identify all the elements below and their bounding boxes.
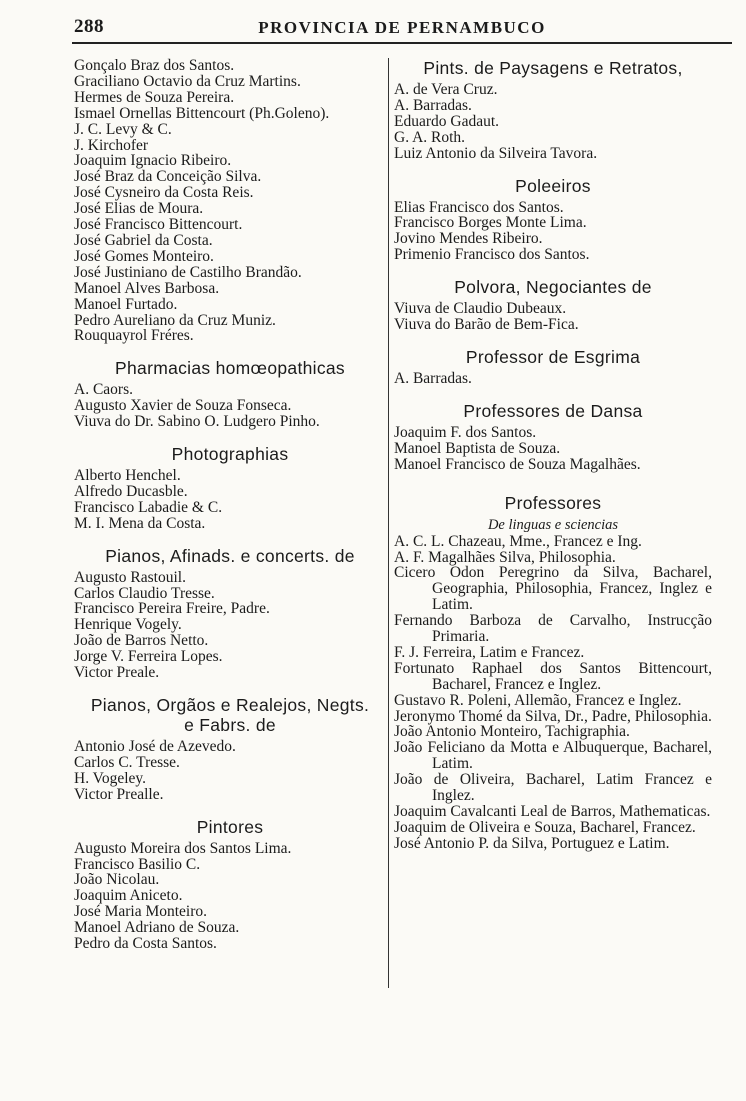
- list-item: Francisco Borges Monte Lima.: [394, 214, 587, 232]
- section-title-continued: e Fabrs. de: [184, 715, 276, 735]
- list-item: Gustavo R. Poleni, Allemão, Francez e Inglez.: [394, 691, 682, 709]
- section-pints-paysagens: [394, 58, 712, 162]
- header-rule: [72, 42, 732, 44]
- list-item: Eduardo Gadaut.: [394, 112, 500, 130]
- list-item: Antonio José de Azevedo.: [74, 738, 236, 755]
- list-item: Carlos C. Tresse.: [74, 753, 180, 771]
- list-item: Manoel Baptista de Souza.: [394, 439, 561, 457]
- list-item: José Cysneiro da Costa Reis.: [74, 184, 254, 202]
- section-professores: [394, 493, 712, 852]
- list-item: Joaquim Aniceto.: [74, 887, 183, 905]
- page-number: 288: [74, 16, 104, 37]
- column-divider: [388, 58, 389, 988]
- list-item: José Gabriel da Costa.: [74, 231, 213, 249]
- right-column: [394, 58, 712, 852]
- running-title: PROVINCIA DE PERNAMBUCO: [258, 18, 546, 37]
- section-subtitle: De linguas e sciencias: [487, 516, 619, 533]
- section-title: Professores de Dansa: [463, 400, 643, 421]
- list-item: Pedro Aureliano da Cruz Muniz.: [74, 311, 276, 329]
- section-title: Pharmacias homœopathicas: [115, 358, 345, 379]
- list-item: Jovino Mendes Ribeiro.: [394, 230, 543, 248]
- list-item: João de Barros Netto.: [74, 632, 209, 650]
- section-title: Poleeiros: [515, 175, 591, 196]
- section-pianos-afinadores: [74, 546, 386, 681]
- list-item: Jorge V. Ferreira Lopes.: [74, 648, 223, 666]
- list-item: A. Barradas.: [394, 369, 472, 387]
- left-column: [74, 58, 386, 952]
- list-item: Augusto Rastouil.: [74, 568, 186, 586]
- list-item: Francisco Labadie & C.: [74, 498, 223, 516]
- list-item: Manoel Furtado.: [74, 295, 178, 313]
- list-item: Jeronymo Thomé da Silva, Dr., Padre, Philosophia.: [394, 707, 712, 725]
- section-dansa: [394, 401, 712, 473]
- section-pharmacias: [74, 358, 386, 430]
- list-item: G. A. Roth.: [394, 128, 466, 146]
- list-item: J. Kirchofer: [74, 136, 149, 154]
- section-title: Pints. de Paysagens e Retratos,: [423, 58, 683, 78]
- list-item: Elias Francisco dos Santos.: [394, 198, 564, 216]
- section-esgrima: [394, 347, 712, 387]
- section-poleeiros: [394, 176, 712, 264]
- list-item: Victor Prealle.: [74, 785, 164, 803]
- list-item: José Antonio P. da Silva, Portuguez e Latim.: [394, 834, 670, 852]
- list-item: A. de Vera Cruz.: [394, 81, 498, 98]
- section-title: Professor de Esgrima: [465, 346, 641, 367]
- list-item: Manoel Francisco de Souza Magalhães.: [394, 455, 641, 473]
- list-item: Cicero Odon Peregrino da Silva, Bacharel, Geographia, Philosophia, Francez, Inglez e Latim.: [394, 564, 712, 614]
- list-item: Manoel Alves Barbosa.: [74, 279, 220, 297]
- list-item: A. F. Magalhães Silva, Philosophia.: [394, 548, 616, 566]
- list-item: Viuva de Claudio Dubeaux.: [394, 300, 567, 318]
- list-item: Joaquim Cavalcanti Leal de Barros, Mathematicas.: [394, 803, 711, 820]
- list-item: Viuva do Barão de Bem-Fica.: [394, 316, 579, 334]
- list-item: Rouquayrol Fréres.: [74, 327, 194, 345]
- list-item: Ismael Ornellas Bittencourt (Ph.Goleno).: [74, 104, 330, 122]
- list-item: Alfredo Ducasble.: [74, 482, 188, 500]
- list-item: A. Caors.: [74, 381, 133, 399]
- list-item: F. J. Ferreira, Latim e Francez.: [394, 643, 585, 661]
- section-title: Professores: [504, 492, 602, 513]
- section-title: Pianos, Afinads. e concerts. de: [105, 545, 355, 566]
- list-item: Graciliano Octavio da Cruz Martins.: [74, 72, 301, 90]
- list-item: Henrique Vogely.: [74, 616, 182, 634]
- list-item: Joaquim F. dos Santos.: [394, 423, 537, 441]
- section-photographos: [74, 444, 386, 532]
- list-item: J. C. Levy & C.: [74, 120, 172, 138]
- list-item: Gonçalo Braz dos Santos.: [74, 57, 235, 74]
- list-item: Luiz Antonio da Silveira Tavora.: [394, 144, 598, 162]
- section-title: Pianos, Orgãos e Realejos, Negts.: [90, 695, 370, 715]
- list-item: João Feliciano da Motta e Albuquerque, Bacharel, Latim.: [394, 739, 712, 773]
- list-item: Alberto Henchel.: [74, 467, 181, 485]
- list-item: José Elias de Moura.: [74, 200, 204, 218]
- list-item: Francisco Basilio C.: [74, 855, 201, 873]
- list-item: Augusto Moreira dos Santos Lima.: [74, 839, 292, 857]
- list-item: Viuva do Dr. Sabino O. Ludgero Pinho.: [74, 413, 320, 431]
- list-item: Hermes de Souza Pereira.: [74, 88, 235, 106]
- list-item: A. C. L. Chazeau, Mme., Francez e Ing.: [394, 532, 642, 550]
- list-item: Augusto Xavier de Souza Fonseca.: [74, 397, 292, 415]
- list-item: Pedro da Costa Santos.: [74, 935, 217, 953]
- list-item: Joaquim Ignacio Ribeiro.: [74, 152, 232, 170]
- list-item: José Justiniano de Castilho Brandão.: [74, 263, 302, 281]
- list-item: Fernando Barboza de Carvalho, Instrucção Primaria.: [394, 612, 712, 646]
- list-item: Primenio Francisco dos Santos.: [394, 246, 590, 264]
- list-item: José Gomes Monteiro.: [74, 247, 214, 265]
- section-polvora: [394, 277, 712, 333]
- list-item: João de Oliveira, Bacharel, Latim Francez e Inglez.: [394, 771, 712, 805]
- list-item: Manoel Adriano de Souza.: [74, 919, 240, 937]
- list-item: Fortunato Raphael dos Santos Bittencourt, Bacharel, Francez e Inglez.: [394, 659, 712, 693]
- section-title: Photographias: [171, 444, 289, 465]
- list-item: Francisco Pereira Freire, Padre.: [74, 600, 270, 618]
- section-pianos-orgaos: [74, 695, 386, 803]
- list-item: A. Barradas.: [394, 96, 472, 114]
- list-item: José Braz da Conceição Silva.: [74, 168, 262, 186]
- list-item: José Francisco Bittencourt.: [74, 216, 243, 234]
- list-item: M. I. Mena da Costa.: [74, 514, 206, 532]
- section-pintores: [74, 817, 386, 952]
- list-item: José Maria Monteiro.: [74, 903, 208, 921]
- list-item: Victor Preale.: [74, 664, 160, 682]
- top-list: [74, 58, 386, 344]
- list-item: João Nicolau.: [74, 871, 160, 889]
- section-title: Polvora, Negociantes de: [454, 277, 652, 298]
- list-item: João Antonio Monteiro, Tachigraphia.: [394, 723, 630, 741]
- list-item: H. Vogeley.: [74, 769, 147, 787]
- list-item: Joaquim de Oliveira e Souza, Bacharel, Francez.: [394, 818, 696, 836]
- list-item: Carlos Claudio Tresse.: [74, 584, 215, 602]
- section-title: Pintores: [196, 816, 264, 837]
- page-header: [72, 14, 732, 44]
